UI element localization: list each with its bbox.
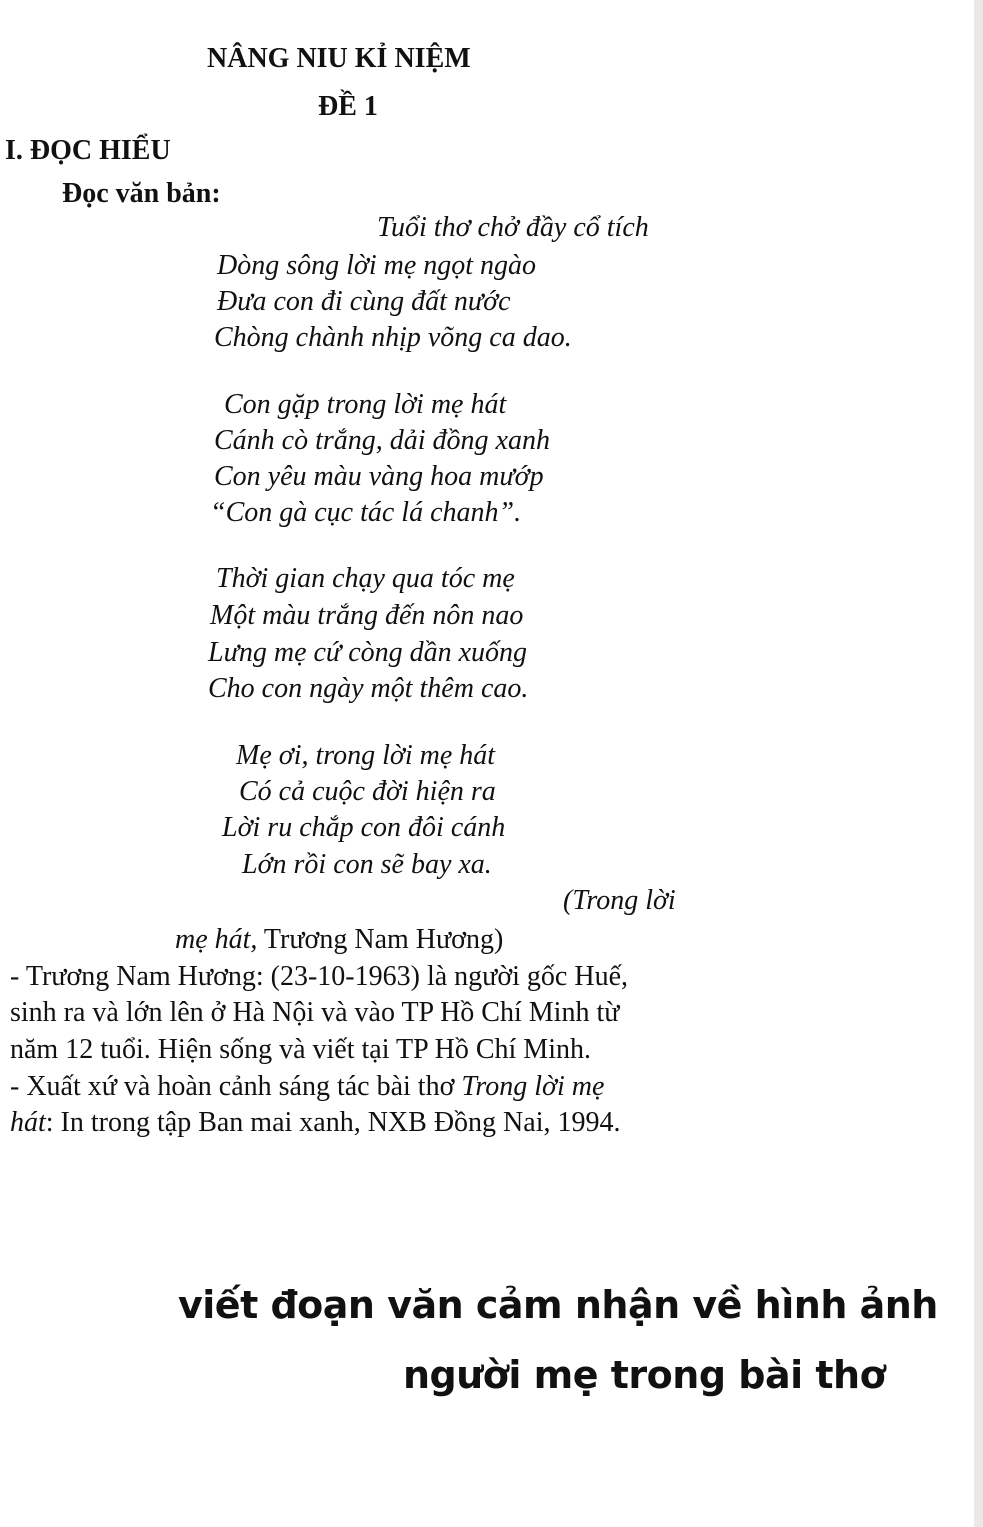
origin-line-1 [10, 1071, 604, 1103]
origin-prefix: - Xuất xứ và hoàn cảnh sáng tác bài thơ [10, 1071, 462, 1102]
poem-line: Chòng chành nhịp võng ca dao. [214, 322, 572, 353]
poem-line: Con gặp trong lời mẹ hát [224, 389, 507, 420]
poem-line: Mẹ ơi, trong lời mẹ hát [236, 740, 496, 771]
origin-poem-title: Trong lời mẹ [461, 1071, 605, 1102]
origin-poem-title-end: hát [10, 1107, 46, 1138]
poem-line: Đưa con đi cùng đất nước [217, 286, 511, 317]
poem-line: Lưng mẹ cứ còng dần xuống [208, 637, 528, 668]
source-citation-part1: (Trong lời [563, 885, 676, 916]
origin-line-2 [10, 1107, 620, 1139]
poem-line: Cánh cò trắng, dải đồng xanh [214, 425, 550, 456]
author-info-line: - Trương Nam Hương: (23-10-1963) là người gốc Huế, [10, 961, 628, 992]
section-heading: I. ĐỌC HIỂU [5, 135, 171, 166]
author-info-line: sinh ra và lớn lên ở Hà Nội và vào TP Hồ Chí Minh từ [10, 997, 620, 1028]
page-edge [974, 0, 983, 1527]
poem-line: Con yêu màu vàng hoa mướp [214, 461, 544, 492]
exam-number: ĐỀ 1 [318, 91, 378, 122]
poem-line: Tuổi thơ chở đầy cổ tích [377, 212, 649, 243]
poem-line: Một màu trắng đến nôn nao [210, 600, 524, 631]
poem-line: Dòng sông lời mẹ ngọt ngào [217, 250, 537, 281]
author-info-line: năm 12 tuổi. Hiện sống và viết tại TP Hồ Chí Minh. [10, 1034, 591, 1065]
caption-line-1: viết đoạn văn cảm nhận về hình ảnh [178, 1283, 938, 1327]
origin-suffix: : In trong tập Ban mai xanh, NXB Đồng Nai, 1994. [45, 1107, 621, 1138]
poem-line: Cho con ngày một thêm cao. [208, 673, 529, 704]
read-label: Đọc văn bản: [62, 178, 221, 209]
poem-line: Lời ru chắp con đôi cánh [222, 812, 506, 843]
caption-line-2: người mẹ trong bài thơ [403, 1353, 886, 1397]
poem-title: mẹ hát, [175, 924, 258, 955]
poem-line: Thời gian chạy qua tóc mẹ [216, 563, 515, 594]
poem-line: Có cả cuộc đời hiện ra [239, 776, 496, 807]
poem-line: “Con gà cục tác lá chanh”. [210, 497, 522, 528]
author-name: Trương Nam Hương) [257, 924, 504, 955]
document-title: NÂNG NIU KỈ NIỆM [207, 43, 471, 74]
poem-line: Lớn rồi con sẽ bay xa. [242, 849, 492, 880]
source-citation-part2 [175, 924, 503, 956]
